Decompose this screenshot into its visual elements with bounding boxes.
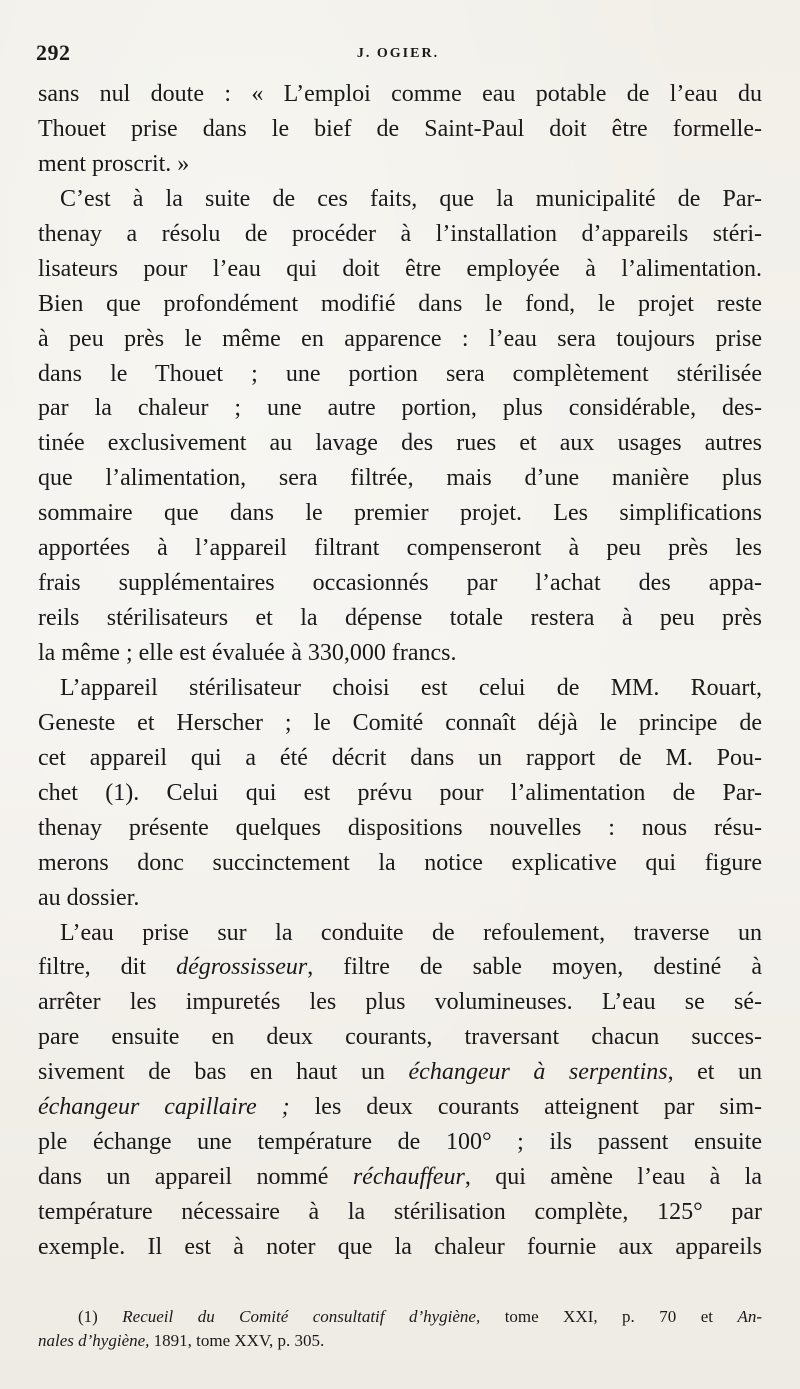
text-line [38,1195,762,1230]
text-line [38,846,762,881]
footnotes [38,1305,762,1353]
text-run: sivement de bas en haut un [38,1059,409,1086]
text-run: C’est à la suite de ces faits, que la municipalité de Par- [60,185,762,212]
text-line [38,1160,762,1195]
text-line [38,985,762,1020]
page-header [36,40,760,76]
text-run: par la chaleur ; une autre portion, plus considérable, des- [38,395,762,422]
text-run: , qui amène l’eau à la [464,1164,762,1191]
text-run: exemple. Il est à noter que la chaleur fournie aux appareils [38,1233,762,1260]
text-line [38,601,762,636]
text-line [38,566,762,601]
text-line [38,252,762,287]
text-line [38,531,762,566]
italic-term: réchauffeur [352,1164,465,1191]
text-line [38,426,762,461]
text-line [38,950,762,985]
text-line [38,916,762,951]
footnote-title: An- [737,1307,762,1326]
italic-term: échangeur capillaire ; [38,1094,290,1121]
text-line [38,1020,762,1055]
text-run: merons donc succinctement la notice explicative qui figure [38,849,762,876]
text-run: Thouet prise dans le bief de Saint-Paul doit être formelle- [38,115,762,142]
text-run: que l’alimentation, sera filtrée, mais d’une manière plus [38,465,762,492]
footnote-title: nales d’hygiène, [38,1331,150,1350]
footnote-text: 1891, tome XXV, p. 305. [149,1331,325,1350]
text-run: tinée exclusivement au lavage des rues et aux usages autres [38,430,762,457]
footnote-line [38,1305,762,1329]
text-line [38,636,762,671]
text-line [38,357,762,392]
footnote-marker: (1) [78,1307,123,1326]
text-run: L’eau prise sur la conduite de refoulement, traverse un [60,919,762,946]
text-line [38,741,762,776]
text-line [38,881,762,916]
text-line [38,77,762,112]
text-line [38,776,762,811]
text-run: ple échange une température de 100° ; ils passent ensuite [38,1129,762,1156]
text-line [38,461,762,496]
text-line [38,811,762,846]
text-line [38,671,762,706]
text-run: L’appareil stérilisateur choisi est celui de MM. Rouart, [60,674,762,701]
text-run: arrêter les impuretés les plus volumineuses. L’eau se sé- [38,989,762,1016]
running-head: J. OGIER. [356,46,440,61]
text-line [38,391,762,426]
text-run: température nécessaire à la stérilisation complète, 125° par [38,1199,762,1225]
text-run: frais supplémentaires occasionnés par l’achat des appa- [38,570,762,597]
text-line [38,112,762,147]
text-line [38,182,762,217]
page-number: 292 [36,40,71,65]
text-run: apportées à l’appareil filtrant compenseront à peu près les [38,535,762,562]
text-run: chet (1). Celui qui est prévu pour l’alimentation de Par- [38,779,762,806]
italic-term: échangeur à serpentins [408,1059,668,1086]
footnote-text: tome XXI, p. 70 et [480,1307,738,1326]
text-run: les deux courants atteignent par sim- [289,1094,763,1121]
text-line [38,1230,762,1265]
text-run: ment proscrit. » [38,150,190,177]
text-line [38,706,762,741]
text-line [38,1055,762,1090]
text-run: dans le Thouet ; une portion sera complètement stérilisée [38,360,762,387]
text-run: thenay présente quelques dispositions nouvelles : nous résu- [38,814,762,841]
text-run: reils stérilisateurs et la dépense totale restera à peu près [38,605,762,632]
text-run: au dossier. [38,884,140,911]
body-text [38,77,762,1265]
footnote-title: Recueil du Comité consultatif d’hygiène, [122,1307,481,1326]
text-run: dans un appareil nommé [38,1164,353,1191]
italic-term: dégrossisseur [176,954,308,981]
text-line [38,322,762,357]
text-line [38,1090,762,1125]
text-run: la même ; elle est évaluée à 330,000 francs. [38,640,457,666]
text-line [38,287,762,322]
text-run: Bien que profondément modifié dans le fond, le projet reste [38,290,762,317]
text-line [38,1125,762,1160]
text-run: filtre, dit [38,954,177,981]
text-run: lisateurs pour l’eau qui doit être employée à l’alimentation. [38,255,762,282]
text-run: sans nul doute : « L’emploi comme eau potable de l’eau du [38,81,762,107]
text-run: sommaire que dans le premier projet. Les simplifications [38,500,762,527]
text-line [38,147,762,182]
text-line [38,217,762,252]
text-run: Geneste et Herscher ; le Comité connaît déjà le principe de [38,709,762,736]
text-run: , filtre de sable moyen, destiné à [307,954,762,981]
text-line [38,496,762,531]
text-run: cet appareil qui a été décrit dans un rapport de M. Pou- [38,744,762,771]
text-run: , et un [667,1059,762,1086]
text-run: à peu près le même en apparence : l’eau sera toujours prise [38,325,762,352]
text-run: pare ensuite en deux courants, traversant chacun succes- [38,1024,762,1051]
text-run: thenay a résolu de procéder à l’installation d’appareils stéri- [38,220,762,247]
footnote-line [38,1329,762,1353]
